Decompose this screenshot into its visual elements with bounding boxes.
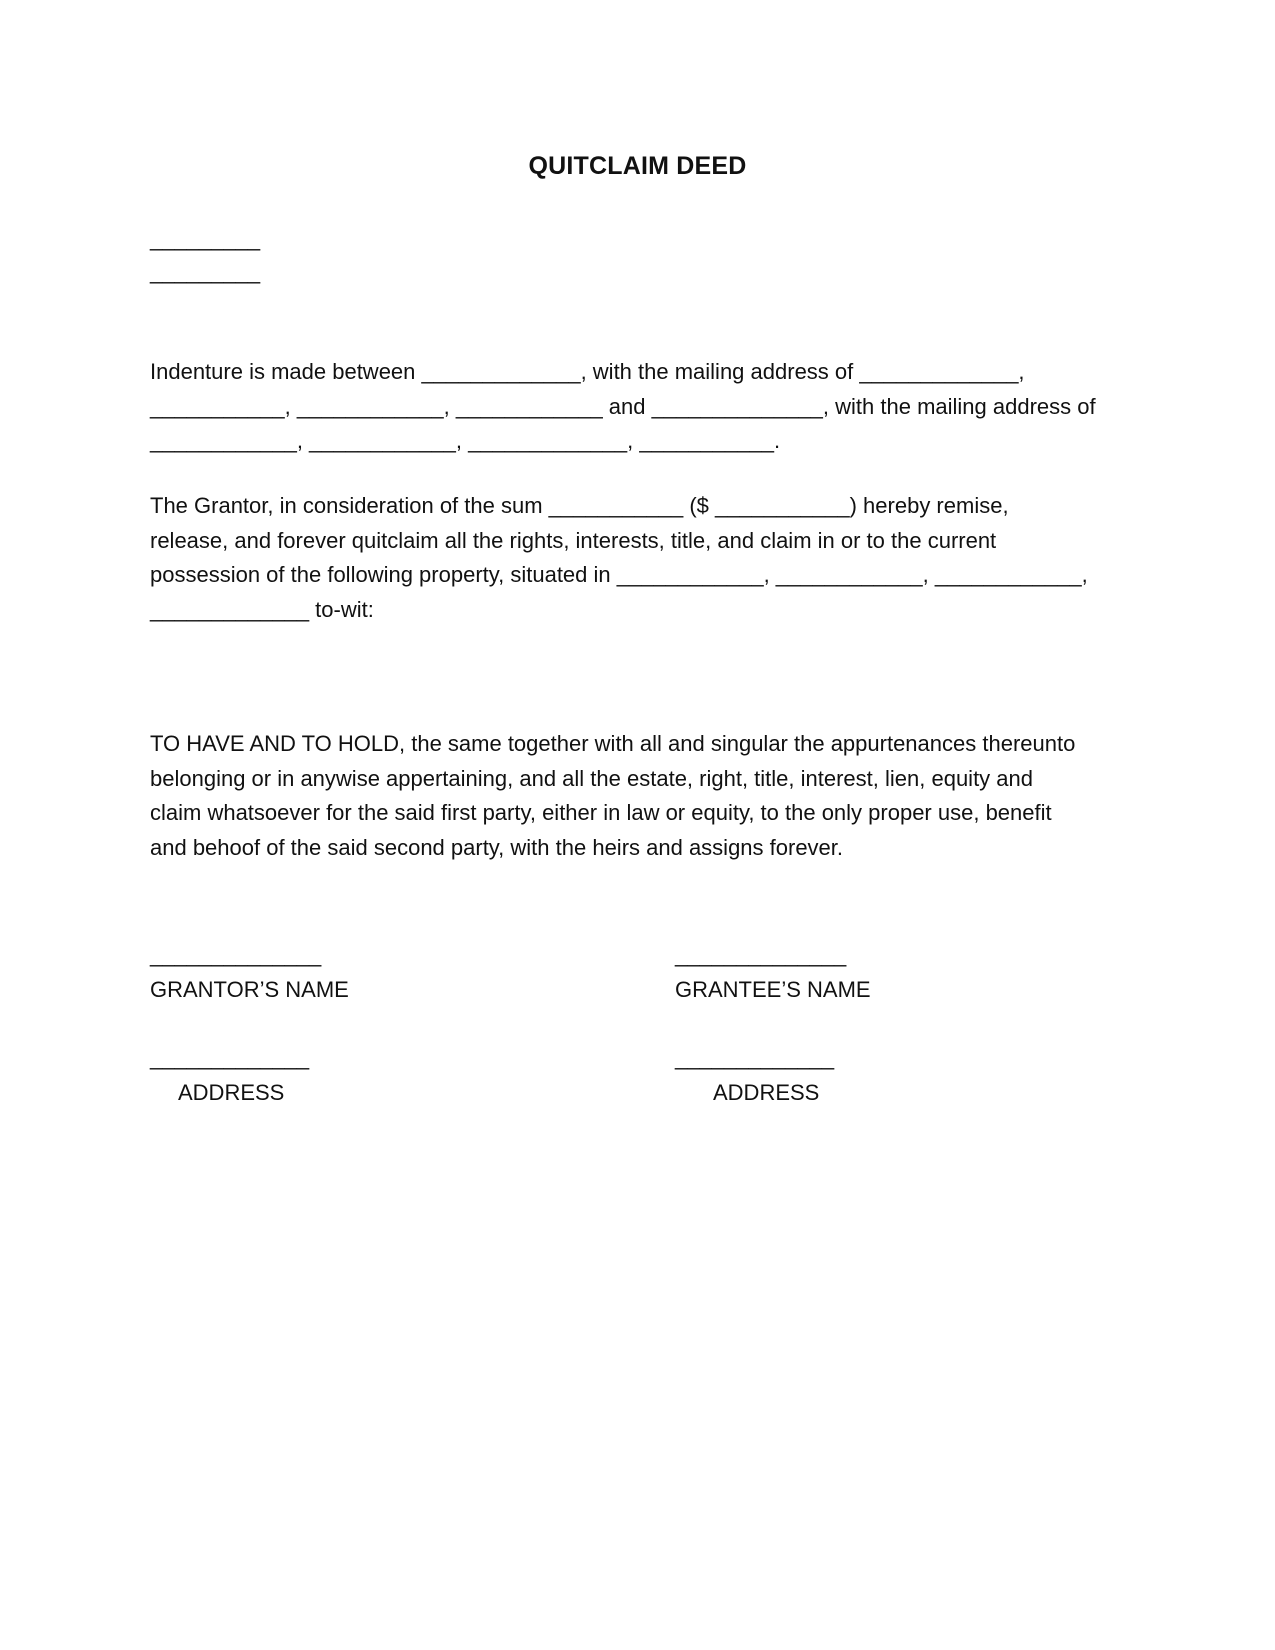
grantee-address-label: ADDRESS — [713, 1080, 820, 1105]
indenture-line: ____________, ____________, _____________, ___________. — [150, 428, 781, 453]
page-title: QUITCLAIM DEED — [528, 152, 747, 180]
consideration-paragraph — [150, 489, 1150, 627]
habendum-paragraph — [150, 727, 1150, 865]
indenture-line: ___________, ____________, ____________ and ______________, with the mailing address of — [150, 393, 1096, 419]
grantor-address-line: _____________ — [150, 1045, 310, 1070]
habendum-line: and behoof of the said second party, with the heirs and assigns forever. — [150, 834, 844, 860]
indenture-paragraph — [150, 355, 1150, 459]
consideration-line: release, and forever quitclaim all the rights, interests, title, and claim in or to the current — [150, 527, 997, 553]
grantee-address-line: _____________ — [675, 1045, 835, 1070]
consideration-line: _____________ to-wit: — [150, 596, 374, 622]
indenture-line: Indenture is made between _____________, with the mailing address of _____________, — [150, 359, 1025, 384]
grantee-name-label: GRANTEE’S NAME — [675, 977, 871, 1002]
consideration-line: The Grantor, in consideration of the sum ___________ ($ ___________) hereby remise, — [150, 493, 1009, 518]
grantor-name-label: GRANTOR’S NAME — [150, 977, 349, 1002]
grantee-name-signature-line: ______________ — [675, 942, 847, 967]
habendum-line: TO HAVE AND TO HOLD, the same together with all and singular the appurtenances thereunto — [150, 731, 1076, 756]
grantor-address-label: ADDRESS — [178, 1080, 285, 1105]
habendum-line: belonging or in anywise appertaining, and all the estate, right, title, interest, lien, equity and — [150, 765, 1033, 791]
grantor-name-signature-line: ______________ — [150, 942, 322, 967]
habendum-line: claim whatsoever for the said first party, either in law or equity, to the only proper use, benefit — [150, 800, 1052, 825]
preparer-line-2: _________ — [150, 259, 261, 284]
consideration-line: possession of the following property, situated in ____________, ____________, ____________, — [150, 562, 1088, 587]
preparer-line-1: _________ — [150, 226, 261, 251]
